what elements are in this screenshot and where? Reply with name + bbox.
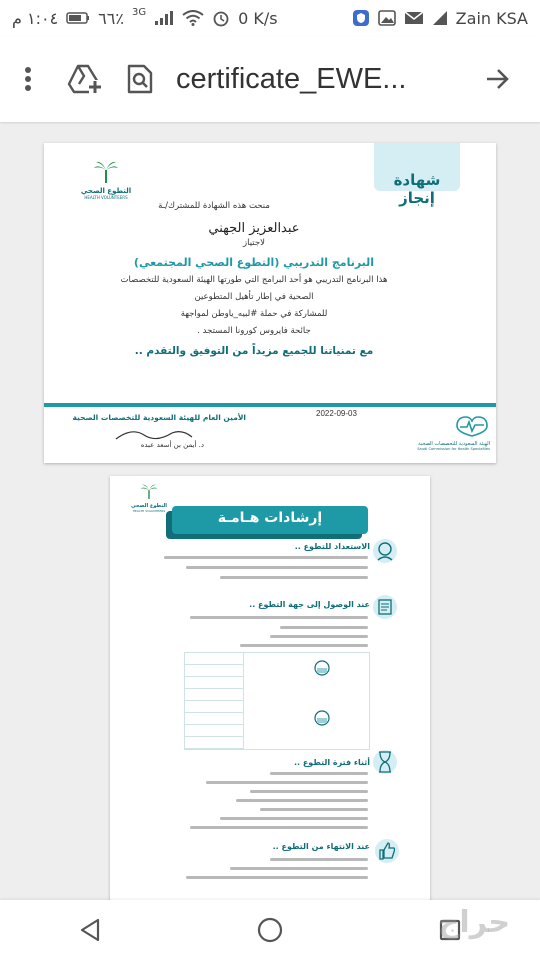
- text-line: [270, 635, 368, 638]
- alarm-icon: [212, 9, 230, 27]
- status-left: [12, 6, 278, 28]
- description-line-1: هذا البرنامج التدريبي هو أحد البرامج التي طورتها الهيئة السعودية للتخصصات: [120, 275, 388, 285]
- text-line: [260, 808, 368, 811]
- hourglass-icon: [372, 748, 398, 776]
- signal-type: 3G: [131, 6, 147, 18]
- heartbeat-logo-icon: [454, 415, 490, 437]
- certificate-body: [64, 201, 444, 357]
- mask-person-icon: [311, 659, 333, 679]
- signal-icon: [154, 10, 174, 26]
- status-right: [352, 9, 528, 28]
- palm-tree-icon: [140, 484, 158, 499]
- home-circle-icon: [256, 916, 284, 944]
- logo-text-ar: التطوع الصحي: [80, 187, 132, 195]
- commission-name-ar: الهيئة السعودية للتخصصات الصحية: [418, 441, 490, 447]
- cellular-icon: [432, 10, 448, 26]
- health-volunteers-logo: [76, 161, 136, 200]
- carrier-name: Zain KSA: [455, 8, 528, 28]
- battery-percent: ٦٦٪: [98, 8, 124, 28]
- home-button[interactable]: [240, 905, 300, 955]
- logo-text-en: HEALTH VOLUNTEERS: [84, 195, 128, 200]
- more-options-button[interactable]: [0, 51, 56, 107]
- back-button[interactable]: [60, 905, 120, 955]
- text-line: [240, 644, 368, 647]
- more-vert-icon: [24, 66, 32, 92]
- description-line-3: للمشاركة في حملة #لبيه_ياوطن لمواجهة: [180, 309, 328, 319]
- commission-name-en: Saudi Commission for Health Specialties: [417, 447, 490, 451]
- logo-text-en: HEALTH VOLUNTEERS: [132, 509, 166, 513]
- section-completion-title: عند الانتهاء من التطوع ..: [272, 842, 370, 851]
- app-toolbar: [0, 36, 540, 122]
- text-line: [230, 867, 368, 870]
- text-line: [164, 556, 368, 559]
- palm-tree-icon: [93, 161, 119, 183]
- text-line: [220, 817, 368, 820]
- gallery-icon: [378, 9, 396, 27]
- ppe-table: [184, 652, 370, 750]
- shield-app-icon: [352, 9, 370, 27]
- checklist-icon: [372, 594, 398, 620]
- back-triangle-icon: [78, 917, 102, 943]
- mail-icon: [404, 10, 424, 26]
- certificate-heading: شهادة إنجاز: [393, 171, 441, 207]
- for-passing-text: لاجتياز: [243, 238, 265, 248]
- section-preparation-title: الاستعداد للتطوع ..: [294, 542, 370, 551]
- granted-text: منحت هذه الشهادة للمشترك/ـة: [158, 201, 270, 211]
- secretary-name: د. أيمن بن أسعد عبده: [140, 441, 204, 449]
- status-bar: [0, 0, 540, 36]
- commission-logo: [390, 415, 490, 451]
- text-line: [250, 790, 368, 793]
- wishes-text: مع تمنياتنا للجميع مزيداً من التوفيق والتقدم ..: [134, 345, 374, 357]
- section-arrival-title: عند الوصول إلى جهة التطوع ..: [249, 600, 370, 609]
- certificate-date: 2022-09-03: [316, 409, 357, 418]
- haraj-watermark: حراج: [437, 905, 510, 940]
- text-line: [236, 799, 368, 802]
- drive-add-icon: [67, 64, 101, 94]
- certificate-divider: [44, 403, 496, 407]
- description-line-2: الصحية في إطار تأهيل المتطوعين: [194, 292, 314, 302]
- secretary-title: الأمين العام للهيئة السعودية للتخصصات الصحية: [72, 413, 246, 422]
- participant-name: عبدالعزيز الجهني: [208, 221, 300, 236]
- thinking-person-icon: [372, 538, 398, 564]
- guidelines-banner-text: إرشادات هـامـة: [217, 510, 323, 526]
- search-document-icon: [127, 64, 153, 94]
- program-title: البرنامج التدريبي (التطوع الصحي المجتمعي): [133, 256, 375, 269]
- certificate-page: [44, 143, 496, 463]
- thumbs-up-icon: [374, 838, 400, 864]
- forward-arrow-icon: [485, 67, 511, 91]
- wifi-icon: [182, 10, 204, 26]
- battery-icon: [66, 11, 90, 25]
- clock: ١:٠٤ م: [12, 8, 59, 28]
- guidelines-logo: [124, 484, 174, 513]
- text-line: [270, 858, 368, 861]
- text-line: [206, 781, 368, 784]
- text-line: [190, 616, 368, 619]
- text-line: [280, 626, 368, 629]
- guidelines-page: [110, 476, 430, 922]
- document-title: certificate_EWE...: [176, 62, 407, 95]
- network-speed: 0 K/s: [238, 8, 278, 28]
- text-line: [220, 576, 368, 579]
- text-line: [270, 772, 368, 775]
- forward-button[interactable]: [470, 51, 526, 107]
- description-line-4: جائحة فايروس كورونا المستجد .: [197, 326, 311, 336]
- add-to-drive-button[interactable]: [56, 51, 112, 107]
- find-in-document-button[interactable]: [112, 51, 168, 107]
- logo-text-ar: التطوع الصحي: [131, 503, 167, 509]
- text-line: [186, 566, 368, 569]
- mask-person-icon: [311, 709, 333, 729]
- section-during-title: أثناء فترة التطوع ..: [293, 758, 370, 767]
- text-line: [190, 826, 368, 829]
- text-line: [186, 876, 368, 879]
